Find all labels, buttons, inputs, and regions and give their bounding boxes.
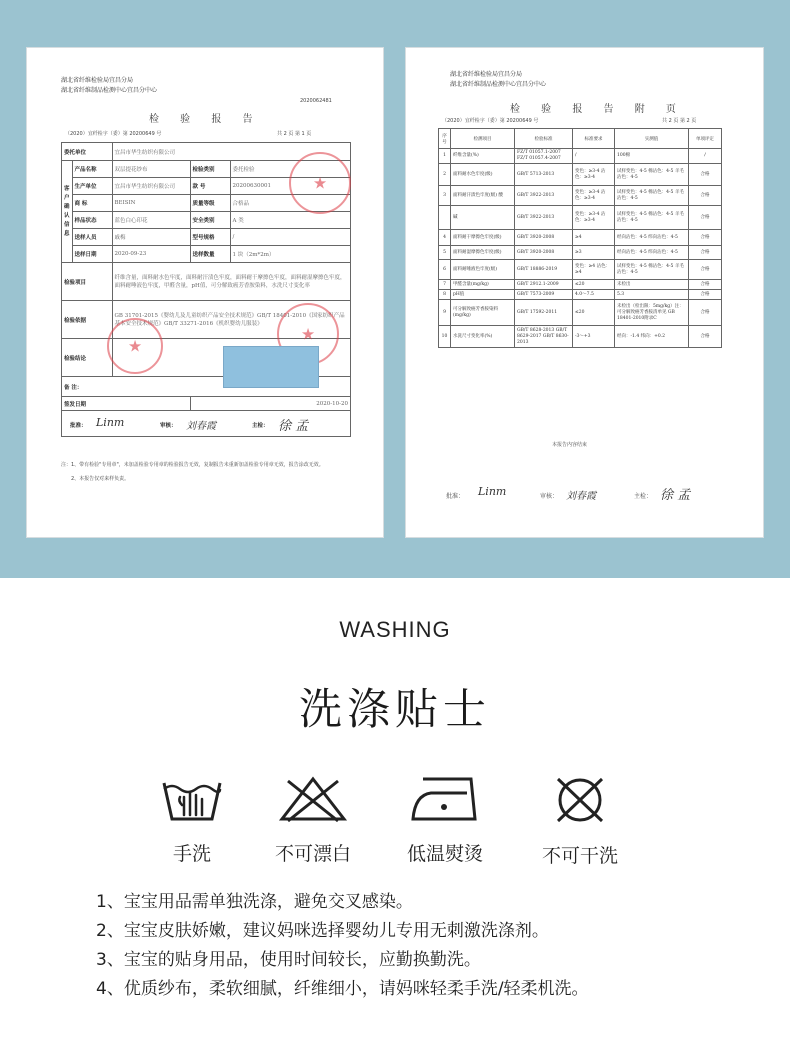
row-measured: 100棉 xyxy=(615,149,689,164)
report-title: 检 验 报 告 xyxy=(149,114,262,125)
tip-item: 3、宝宝的贴身用品，使用时间较长，应勤换勤洗。 xyxy=(96,950,481,970)
row-standard: GB/T 3922-2013 xyxy=(515,186,573,206)
care-label-low-iron: 低温熨烫 xyxy=(406,843,483,865)
footnote-2: 2、本报告仅对来样负责。 xyxy=(71,476,130,482)
customer-info-side-label: 客户确认信息 xyxy=(62,161,73,263)
reviewer-label: 审核： xyxy=(160,423,177,429)
quantity-label: 送样数量 xyxy=(190,246,230,263)
row-standard: GB/T 3920-2008 xyxy=(515,230,573,246)
header-requirement: 标准要求 xyxy=(573,129,615,149)
results-row xyxy=(439,149,722,164)
page-number: 共 2 页 第 2 页 xyxy=(662,118,697,124)
basis-value: GB 31701-2015《婴幼儿及儿童纺织产品安全技术规范》GB/T 18401-2010《国家纺织产品基本安全技术规范》GB/T 33271-2016《机织婴幼儿服装》 xyxy=(112,301,350,339)
row-no: 5 xyxy=(439,246,451,260)
product-value: 双层提花纱布 xyxy=(112,161,190,178)
care-label-no-bleach: 不可漂白 xyxy=(274,843,351,865)
send-date-label: 送样日期 xyxy=(72,246,112,263)
approver-signature: Linm xyxy=(96,416,125,429)
row-requirement: -3～+3 xyxy=(573,326,615,348)
maker-value: 宜昌市华生纺织有限公司 xyxy=(112,178,190,195)
conclusion-label: 检验结论 xyxy=(62,339,113,377)
row-item: 面料耐汗渍色牢度(级) 酸 xyxy=(451,186,515,206)
row-no: 6 xyxy=(439,260,451,280)
reviewer-signature: 刘春霞 xyxy=(186,421,216,432)
row-result: 合格 xyxy=(689,246,722,260)
row-requirement: ≤20 xyxy=(573,300,615,326)
row-item: 纤维含量(%) xyxy=(451,149,515,164)
org-line-1: 湖北省纤维检验局宜昌分局 xyxy=(450,71,523,78)
row-measured: 经向沾色：4-5 纬向沾色：4-5 xyxy=(615,230,689,246)
sign-date-label: 签发日期 xyxy=(62,397,191,411)
row-requirement: 变色：≥3-4 沾色：≥3-4 xyxy=(573,206,615,230)
checker-label: 主检： xyxy=(252,423,269,429)
check-category-label: 检验类别 xyxy=(190,161,230,178)
washing-title-en: WASHING xyxy=(339,617,451,642)
row-item: 水洗尺寸变化率(%) xyxy=(451,326,515,348)
row-measured: 未检出 xyxy=(615,280,689,290)
no-tumble-dry-icon xyxy=(550,775,610,825)
client-label: 委托单位 xyxy=(62,143,113,161)
checker-signature: 徐 孟 xyxy=(660,488,691,503)
row-result: 合格 xyxy=(689,206,722,230)
checker-label: 主检： xyxy=(634,493,653,500)
brand-label: 商 标 xyxy=(72,195,112,212)
row-result: 合格 xyxy=(689,164,722,186)
header-result: 单项评定 xyxy=(689,129,722,149)
product-label: 产品名称 xyxy=(72,161,112,178)
org-line-2: 湖北省纤维制品检测中心宜昌分中心 xyxy=(450,81,547,88)
row-measured: 经向：-1.4 纬向：+0.2 xyxy=(615,326,689,348)
care-label-no-tumble-dry: 不可干洗 xyxy=(541,845,618,867)
row-no: 2 xyxy=(439,164,451,186)
approver-label: 批准： xyxy=(446,493,465,500)
row-requirement: ≤20 xyxy=(573,280,615,290)
official-seal-2: ★ xyxy=(277,303,339,365)
send-date-value: 2020-09-23 xyxy=(112,246,190,263)
row-requirement: 变色：≥4 沾色：≥4 xyxy=(573,260,615,280)
row-item: 可分解致癌芳香胺染料(mg/kg) xyxy=(451,300,515,326)
row-measured: 试样变色：4-5 棉沾色：4-5 羊毛沾色：4-5 xyxy=(615,164,689,186)
reviewer-signature: 刘春霞 xyxy=(566,491,596,502)
row-standard: GB/T 17592-2011 xyxy=(515,300,573,326)
header-measured: 实测值 xyxy=(615,129,689,149)
row-standard: GB/T 5713-2013 xyxy=(515,164,573,186)
brand-value: BEISIN xyxy=(112,195,190,212)
results-row xyxy=(439,326,722,348)
washing-title-zh: 洗涤贴士 xyxy=(299,685,491,735)
model-value: 20200630001 xyxy=(230,178,350,195)
reviewer-label: 审核： xyxy=(540,493,559,500)
row-no xyxy=(439,206,451,230)
safety-value: A 类 xyxy=(230,212,350,229)
results-row xyxy=(439,186,722,206)
row-standard: GB/T 3920-2008 xyxy=(515,246,573,260)
grade-label: 质量等级 xyxy=(190,195,230,212)
checker-signature: 徐 孟 xyxy=(278,419,309,434)
row-item: 面料耐湿摩擦色牢度(级) xyxy=(451,246,515,260)
no-bleach-icon xyxy=(278,775,348,823)
inspection-report-page-1 xyxy=(26,47,384,538)
items-label: 检验项目 xyxy=(62,263,113,301)
row-requirement: 变色：≥3-4 沾色：≥3-4 xyxy=(573,186,615,206)
official-seal-3: ★ xyxy=(107,318,163,374)
row-result: 合格 xyxy=(689,290,722,300)
signature-row xyxy=(62,411,351,437)
results-row xyxy=(439,300,722,326)
row-requirement: ≥4 xyxy=(573,230,615,246)
ref-number: （2020）宜纤检字（委）第 20200649 号 xyxy=(65,131,162,137)
official-seal-1: ★ xyxy=(289,152,351,214)
spec-value: / xyxy=(230,229,350,246)
appendix-title: 检 验 报 告 附 页 xyxy=(510,104,685,115)
row-measured: 5.3 xyxy=(615,290,689,300)
care-hand-wash xyxy=(142,775,242,866)
row-item: pH值 xyxy=(451,290,515,300)
care-no-tumble-dry xyxy=(530,775,630,868)
row-result: 合格 xyxy=(689,230,722,246)
care-label-hand-wash: 手洗 xyxy=(172,843,211,865)
row-measured: 试样变色：4-5 棉沾色：4-5 羊毛沾色：4-5 xyxy=(615,206,689,230)
row-standard: GB/T 18886-2019 xyxy=(515,260,573,280)
header-standard: 检验标准 xyxy=(515,129,573,149)
sign-date-value: 2020-10-20 xyxy=(190,397,350,411)
row-no: 10 xyxy=(439,326,451,348)
row-measured: 经向沾色：4-5 纬向沾色：4-5 xyxy=(615,246,689,260)
quantity-value: 1 块（2m*2m） xyxy=(230,246,350,263)
row-standard: GB/T 7573-2009 xyxy=(515,290,573,300)
row-requirement: / xyxy=(573,149,615,164)
client-value: 宜昌市华生纺织有限公司 xyxy=(112,143,350,161)
ref-number: （2020）宜纤检字（委）第 20200649 号 xyxy=(442,118,539,124)
care-no-bleach xyxy=(263,775,363,866)
results-header-row xyxy=(439,129,722,149)
row-no: 1 xyxy=(439,149,451,164)
row-item: 碱 xyxy=(451,206,515,230)
care-low-iron xyxy=(395,775,495,866)
footnote-1: 注：1、带有检验"专用章"，未加盖检验专用章的检验报告无效，复制报告未重新加盖检验专用章无效，报告涂改无效。 xyxy=(61,462,324,468)
results-row xyxy=(439,280,722,290)
spec-label: 型号规格 xyxy=(190,229,230,246)
grade-value: 合格品 xyxy=(230,195,350,212)
washing-tips-list xyxy=(96,888,589,1004)
row-requirement: ≥3 xyxy=(573,246,615,260)
row-measured: 未检出（检出限：5mg/kg）注：可分解致癌芳香胺清单见 GB 18401-2010附录C xyxy=(615,300,689,326)
row-requirement: 变色：≥3-4 沾色：≥3-4 xyxy=(573,164,615,186)
sender-label: 送样人员 xyxy=(72,229,112,246)
hand-wash-icon xyxy=(160,775,224,823)
row-item: 甲醛含量(mg/kg) xyxy=(451,280,515,290)
results-row xyxy=(439,230,722,246)
fabric-sample-swatch xyxy=(223,346,319,388)
row-no: 4 xyxy=(439,230,451,246)
org-line-1: 湖北省纤维检验局宜昌分局 xyxy=(61,77,134,84)
approver-signature: Linm xyxy=(478,485,507,498)
org-line-2: 湖北省纤维制品检测中心宜昌分中心 xyxy=(61,87,158,94)
row-item: 面料耐水色牢度(级) xyxy=(451,164,515,186)
model-label: 款 号 xyxy=(190,178,230,195)
row-result: 合格 xyxy=(689,280,722,290)
row-no: 8 xyxy=(439,290,451,300)
row-standard: GB/T 3922-2013 xyxy=(515,206,573,230)
row-measured: 试样变色：4-5 棉沾色：4-5 羊毛沾色：4-5 xyxy=(615,260,689,280)
report-id: 2020062481 xyxy=(300,98,332,104)
results-row xyxy=(439,206,722,230)
row-result: 合格 xyxy=(689,186,722,206)
remark-label: 备 注： xyxy=(62,377,351,397)
sample-state-label: 样品状态 xyxy=(72,212,112,229)
tip-item: 1、宝宝用品需单独洗涤，避免交叉感染。 xyxy=(96,892,413,912)
maker-label: 生产单位 xyxy=(72,178,112,195)
row-standard: GB/T 2912.1-2009 xyxy=(515,280,573,290)
header-item: 检测项目 xyxy=(451,129,515,149)
row-result: 合格 xyxy=(689,326,722,348)
check-category-value: 委托检验 xyxy=(230,161,350,178)
results-row xyxy=(439,290,722,300)
row-result: 合格 xyxy=(689,260,722,280)
sender-value: 戚梅 xyxy=(112,229,190,246)
row-item: 面料耐干摩擦色牢度(级) xyxy=(451,230,515,246)
row-no: 7 xyxy=(439,280,451,290)
safety-label: 安全类别 xyxy=(190,212,230,229)
row-item: 面料耐唾液色牢度(级) xyxy=(451,260,515,280)
header-no: 序号 xyxy=(439,129,451,149)
end-note: 本报告内容结束 xyxy=(552,442,588,448)
inspection-report-page-2 xyxy=(405,47,764,538)
low-iron-icon xyxy=(409,775,481,823)
results-row xyxy=(439,164,722,186)
sample-state-value: 蓝色白心印花 xyxy=(112,212,190,229)
tip-item: 2、宝宝皮肤娇嫩，建议妈咪选择婴幼儿专用无刺激洗涤剂。 xyxy=(96,921,549,941)
page-number: 共 2 页 第 1 页 xyxy=(277,131,312,137)
results-row xyxy=(439,246,722,260)
row-standard: GB/T 8628-2013 GB/T 8629-2017 GB/T 8630-2013 xyxy=(515,326,573,348)
results-row xyxy=(439,260,722,280)
row-result: 合格 xyxy=(689,300,722,326)
results-table xyxy=(438,128,722,348)
row-no: 9 xyxy=(439,300,451,326)
items-value: 纤维含量，面料耐水色牢度，面料耐汗渍色牢度，面料耐干摩擦色牢度，面料耐湿摩擦色牢度，面料耐唾液色牢度，甲醛含量，pH值，可分解致癌芳香胺染料，水洗尺寸变化率 xyxy=(112,263,350,301)
row-standard: FZ/T 01057.1-2007 FZ/T 01057.4-2007 xyxy=(515,149,573,164)
tip-item: 4、优质纱布，柔软细腻，纤维细小，请妈咪轻柔手洗/轻柔机洗。 xyxy=(96,979,589,999)
basis-label: 检验依据 xyxy=(62,301,113,339)
row-measured: 试样变色：4-5 棉沾色：4-5 羊毛沾色：4-5 xyxy=(615,186,689,206)
row-requirement: 4.0～7.5 xyxy=(573,290,615,300)
approver-label: 批准： xyxy=(70,423,87,429)
row-no: 3 xyxy=(439,186,451,206)
row-result: / xyxy=(689,149,722,164)
